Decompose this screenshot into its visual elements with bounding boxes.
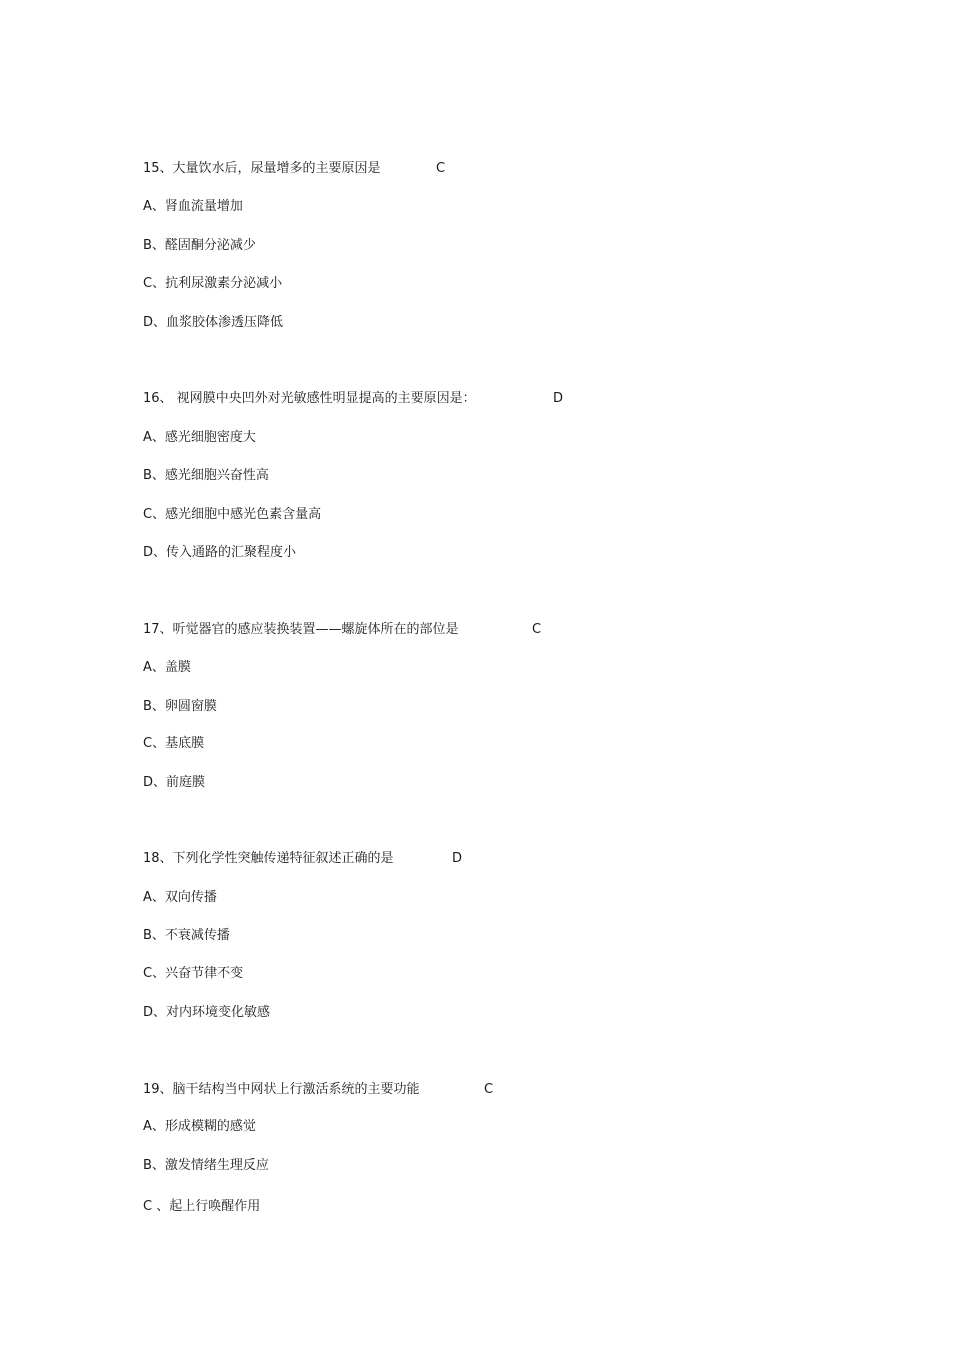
question-18-answer: D <box>452 851 463 866</box>
question-19-text: 19、脑干结构当中网状上行激活系统的主要功能 <box>143 1082 420 1097</box>
question-16-text: 16、 视网膜中央凹外对光敏感性明显提高的主要原因是： <box>143 391 476 406</box>
question-18-option-c: C、兴奋节律不变 <box>143 966 244 981</box>
question-17-answer: C <box>532 622 542 637</box>
question-18-text: 18、下列化学性突触传递特征叙述正确的是 <box>143 851 394 866</box>
question-18-option-a: A、双向传播 <box>143 890 217 905</box>
question-18-option-b: B、不衰减传播 <box>143 928 230 943</box>
question-16-option-d: D、传入通路的汇聚程度小 <box>143 545 297 560</box>
question-15-option-c: C、抗利尿激素分泌减小 <box>143 276 283 291</box>
question-17-option-b: B、卵圆窗膜 <box>143 699 217 714</box>
question-17-option-a: A、盖膜 <box>143 660 191 675</box>
question-15-answer: C <box>436 161 446 176</box>
question-18-option-d: D、对内环境变化敏感 <box>143 1005 271 1020</box>
question-19-option-c: C 、起上行唤醒作用 <box>143 1199 261 1214</box>
question-16-option-c: C、感光细胞中感光色素含量高 <box>143 507 322 522</box>
question-15-option-d: D、血浆胶体渗透压降低 <box>143 315 284 330</box>
question-16-option-a: A、感光细胞密度大 <box>143 430 256 445</box>
question-17-option-c: C、基底膜 <box>143 736 205 751</box>
question-16-option-b: B、感光细胞兴奋性高 <box>143 468 269 483</box>
question-16-answer: D <box>553 391 564 406</box>
question-19-answer: C <box>484 1082 494 1097</box>
question-15-option-b: B、醛固酮分泌减少 <box>143 238 256 253</box>
question-17-text: 17、听觉器官的感应装换装置——螺旋体所在的部位是 <box>143 622 459 637</box>
question-15-text: 15、大量饮水后，尿量增多的主要原因是 <box>143 161 381 176</box>
question-15-option-a: A、肾血流量增加 <box>143 199 243 214</box>
question-19-option-a: A、形成模糊的感觉 <box>143 1119 256 1134</box>
question-17-option-d: D、前庭膜 <box>143 775 206 790</box>
question-19-option-b: B、激发情绪生理反应 <box>143 1158 269 1173</box>
